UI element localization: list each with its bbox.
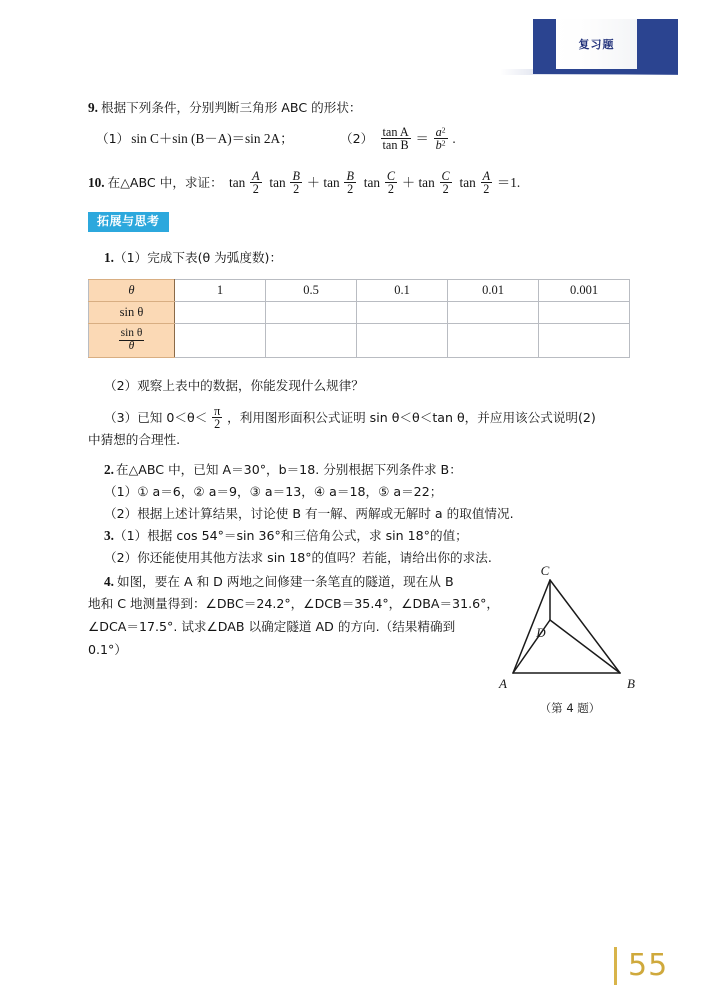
problem-10-term-5-den: 2 xyxy=(440,182,452,195)
table-cell-theta-2[interactable]: 0.5 xyxy=(266,280,357,302)
page-number: 55 xyxy=(628,948,669,983)
ext-4-line-1 xyxy=(104,574,454,589)
table-cell-ratio-2[interactable] xyxy=(266,324,357,358)
problem-9-item-2 xyxy=(340,126,456,152)
problem-9-item-1-label: （1） xyxy=(96,131,130,146)
problem-9-item-2-rhs-fraction xyxy=(434,126,448,152)
problem-10-term-4-fn: tan xyxy=(363,175,381,191)
ext-1-sub-3 xyxy=(104,405,596,431)
problem-9-stem-text: 根据下列条件，分别判断三角形 ABC 的形状： xyxy=(100,100,362,115)
ext-4-line-2: 地和 C 地测量得到：∠DBC＝24.2°，∠DCB＝35.4°，∠DBA＝31.6°， xyxy=(88,596,499,611)
problem-9-stem xyxy=(88,100,362,115)
problem-9-item-2-tail: . xyxy=(452,131,456,147)
figure-caption: （第 4 题） xyxy=(539,701,601,715)
problem-10-term-3-fn: tan xyxy=(323,175,340,191)
table-cell-theta-3[interactable]: 0.1 xyxy=(357,280,448,302)
ext-1-sub-3-pre: 已知 0＜θ＜ xyxy=(137,410,208,426)
problem-9-rhs-den-exponent: 2 xyxy=(441,139,446,149)
table-cell-sin-1[interactable] xyxy=(175,302,266,324)
ext-2-sub-1-text: ① a＝6，② a＝9，③ a＝13，④ a＝18，⑤ a＝22； xyxy=(137,484,443,499)
problem-10-term-2-den: 2 xyxy=(290,182,301,195)
table-header-theta xyxy=(89,280,175,302)
ext-1-sub-3-frac-num: π xyxy=(214,404,221,418)
ext-2-sub-2-label: （2） xyxy=(104,506,138,521)
header-tab-panel xyxy=(556,19,637,69)
table-row-ratio xyxy=(89,324,630,358)
problem-9-item-2-equals: ＝ xyxy=(415,131,429,147)
ext-1-sub-3-frac-den: 2 xyxy=(212,417,222,430)
ext-1-sub-2-label: （2） xyxy=(104,378,138,393)
ext-1-sub-3-tail: 中猜想的合理性. xyxy=(88,432,181,447)
edge-B-D xyxy=(550,620,620,673)
problem-10-term-6-fraction xyxy=(481,170,492,196)
table-row-sin-theta xyxy=(89,302,630,324)
ext-3-sub-2 xyxy=(104,550,492,565)
problem-9-rhs-num-exponent: 2 xyxy=(441,125,446,135)
problem-10-term-3-num: B xyxy=(346,169,354,183)
problem-10-number: 10. xyxy=(88,175,105,191)
sin-theta-table-wrapper xyxy=(88,279,630,358)
ext-1-sub-1-text: 完成下表(θ 为弧度数)： xyxy=(147,250,283,265)
ext-4-line-3: ∠DCA＝17.5°. 试求∠DAB 以确定隧道 AD 的方向.（结果精确到 xyxy=(88,619,456,634)
problem-10-term-3-den: 2 xyxy=(344,182,355,195)
ext-1-sub-2 xyxy=(104,378,364,393)
problem-9-item-2-lhs-fraction xyxy=(381,126,411,152)
problem-10-term-4-den: 2 xyxy=(385,182,397,195)
problem-9-item-1-formula: sin C＋sin (B－A)＝sin 2A； xyxy=(131,131,294,146)
ext-4-line-1-text: 如图，要在 A 和 D 两地之间修建一条笔直的隧道，现在从 B xyxy=(116,574,454,589)
table-cell-ratio-3[interactable] xyxy=(357,324,448,358)
table-cell-sin-4[interactable] xyxy=(448,302,539,324)
table-header-sin-theta-label: sin θ xyxy=(119,305,144,319)
section-badge-extension-and-thinking: 拓展与思考 xyxy=(88,212,169,232)
ext-3-sub-2-text: 你还能使用其他方法求 sin 18°的值吗？若能，请给出你的求法. xyxy=(137,550,492,565)
problem-10-term-2-num: B xyxy=(292,169,300,183)
vertex-label-D: D xyxy=(536,625,546,640)
problem-10-term-4-fraction xyxy=(385,170,397,196)
problem-10-term-5-fraction xyxy=(440,170,452,196)
table-cell-ratio-4[interactable] xyxy=(448,324,539,358)
header-tab-title: 复习题 xyxy=(578,38,615,51)
ext-3-sub-1-label: （1） xyxy=(113,528,148,543)
problem-9-item-2-lhs-num: tan A xyxy=(382,125,409,139)
ext-1-sub-3-fraction xyxy=(212,405,222,431)
problem-10-term-5-fn: tan xyxy=(418,175,435,191)
sin-theta-table xyxy=(88,279,630,358)
problem-9-number: 9. xyxy=(88,100,98,115)
ext-2-stem-text: 在△ABC 中，已知 A＝30°，b＝18. 分别根据下列条件求 B： xyxy=(115,462,462,477)
triangle-edges xyxy=(513,580,620,673)
ext-2-number: 2. xyxy=(104,462,114,477)
problem-9-item-2-lhs-den: tan B xyxy=(382,138,409,153)
problem-9-item-2-rhs-den: $b^2$ xyxy=(435,138,446,153)
table-header-ratio-num: sin θ xyxy=(120,327,143,340)
ext-3-sub-1 xyxy=(104,528,468,543)
table-cell-theta-5[interactable]: 0.001 xyxy=(539,280,630,302)
problem-9-item-1 xyxy=(96,131,293,146)
problem-10-term-2-fraction xyxy=(290,170,301,196)
table-header-sin-theta xyxy=(89,302,175,324)
vertex-label-C: C xyxy=(540,563,550,578)
ext-1-sub-3-label: （3） xyxy=(104,410,138,426)
table-cell-sin-3[interactable] xyxy=(357,302,448,324)
ext-3-sub-1-text: 根据 cos 54°＝sin 36°和三倍角公式，求 sin 18°的值； xyxy=(147,528,468,543)
table-header-ratio-fraction xyxy=(119,328,145,352)
problem-10-equals: ＝1. xyxy=(496,175,521,191)
ext-1-number: 1. xyxy=(104,250,114,265)
problem-10-term-4-num: C xyxy=(386,169,396,183)
table-header-theta-label: θ xyxy=(128,283,135,297)
problem-10-term-5-num: C xyxy=(441,169,450,183)
problem-10-term-1-den: 2 xyxy=(250,182,261,195)
table-header-ratio-den: θ xyxy=(119,340,145,353)
problem-10-stem-text: 在△ABC 中，求证： xyxy=(107,175,223,191)
ext-3-sub-2-label: （2） xyxy=(104,550,138,565)
problem-10-term-6-fn: tan xyxy=(459,175,476,191)
ext-1-sub-2-text: 观察上表中的数据，你能发现什么规律？ xyxy=(137,378,364,393)
ext-4-number: 4. xyxy=(104,574,114,589)
header-gradient-rule xyxy=(500,69,678,75)
problem-10-plus-1: ＋ xyxy=(306,175,321,191)
ext-2-sub-2 xyxy=(104,506,514,521)
ext-2-sub-1-label: （1） xyxy=(104,484,138,499)
ext-1-sub-3-mid: ，利用图形面积公式证明 sin θ＜θ＜tan θ，并应用该公式说明(2) xyxy=(227,410,596,426)
ext-2-stem xyxy=(104,462,462,477)
problem-10-term-3-fraction xyxy=(344,170,355,196)
vertex-label-B: B xyxy=(627,676,635,691)
edge-B-C xyxy=(550,580,620,673)
table-cell-sin-2[interactable] xyxy=(266,302,357,324)
footer-rule xyxy=(614,947,617,985)
ext-1-sub-1-label: （1） xyxy=(113,250,148,265)
triangle-diagram-svg xyxy=(495,560,645,710)
table-row-theta xyxy=(89,280,630,302)
problem-10-term-6-den: 2 xyxy=(481,182,492,195)
ext-2-sub-1 xyxy=(104,484,442,499)
problem-10-term-6-num: A xyxy=(482,169,491,183)
table-cell-theta-4[interactable]: 0.01 xyxy=(448,280,539,302)
problem-10-term-2-fn: tan xyxy=(269,175,286,191)
table-cell-theta-1[interactable]: 1 xyxy=(175,280,266,302)
table-header-ratio xyxy=(89,324,175,358)
problem-10-plus-2: ＋ xyxy=(401,175,416,191)
problem-10-term-1-num: A xyxy=(252,169,260,183)
problem-10-term-1-fraction xyxy=(250,170,261,196)
problem-4-figure xyxy=(495,560,645,720)
table-cell-ratio-1[interactable] xyxy=(175,324,266,358)
problem-9-item-2-rhs-num: $a^2$ xyxy=(435,125,446,139)
table-cell-ratio-5[interactable] xyxy=(539,324,630,358)
ext-2-sub-2-text: 根据上述计算结果，讨论使 B 有一解、两解或无解时 a 的取值情况. xyxy=(137,506,514,521)
ext-4-line-4: 0.1°） xyxy=(88,642,127,657)
ext-3-number: 3. xyxy=(104,528,114,543)
vertex-label-A: A xyxy=(499,676,507,691)
problem-10-term-1-fn: tan xyxy=(229,175,246,191)
table-cell-sin-5[interactable] xyxy=(539,302,630,324)
problem-10 xyxy=(88,170,520,196)
ext-1-sub-1 xyxy=(104,250,282,265)
problem-9-item-2-label: （2） xyxy=(340,131,374,147)
